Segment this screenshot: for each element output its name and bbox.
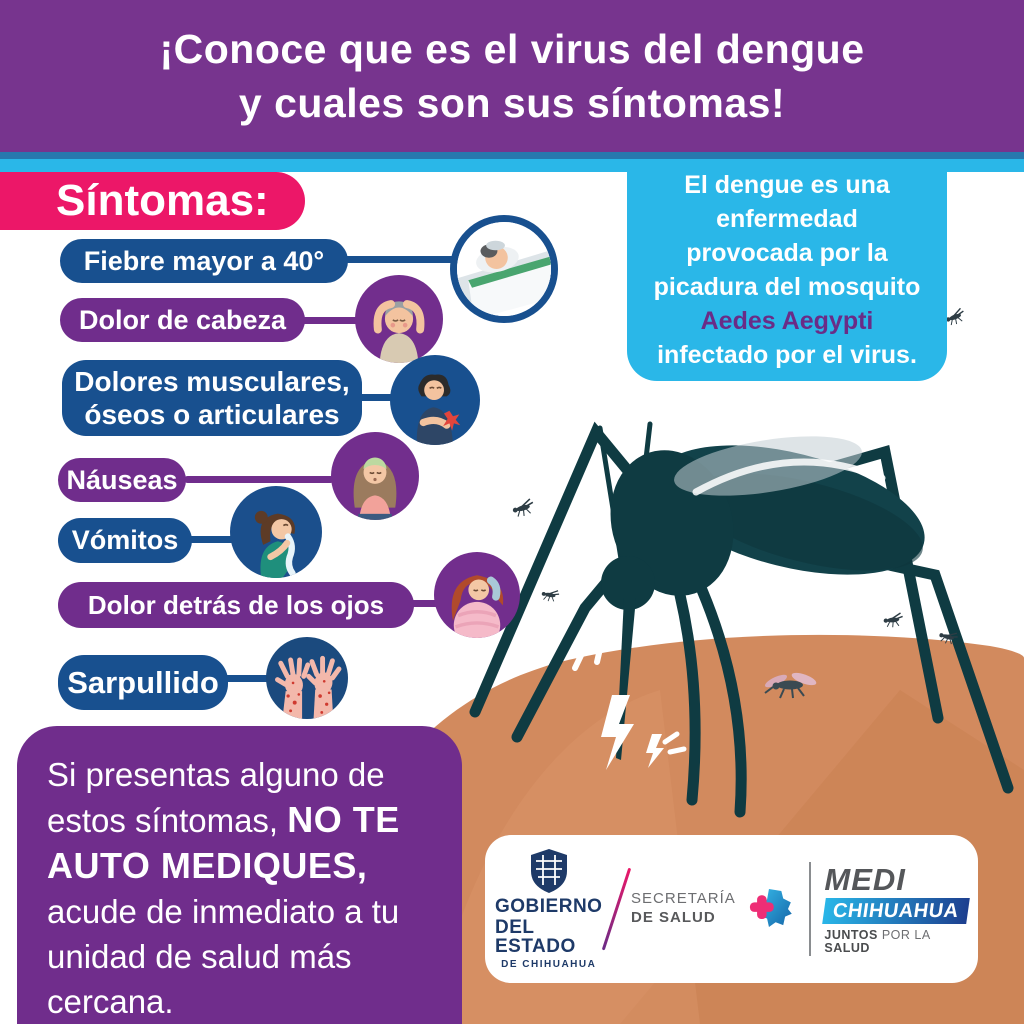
man-holding-head-icon xyxy=(355,275,443,363)
rash-hands-icon xyxy=(266,637,348,719)
warning-line: Si presentas alguno de xyxy=(47,756,385,793)
gobierno-text: GOBIERNO xyxy=(495,896,603,917)
medi-chihuahua-logo: MEDI CHIHUAHUA JUNTOS POR LA SALUD xyxy=(824,864,968,954)
symptom-pill-dolor-cabeza: Dolor de cabeza xyxy=(60,298,305,342)
header-title-line1: ¡Conoce que es el virus del dengue xyxy=(159,26,865,72)
info-line: infectado por el virus. xyxy=(657,341,917,369)
symptom-pill-dolor-ojos: Dolor detrás de los ojos xyxy=(58,582,414,628)
warning-line: acude de inmediato a tu xyxy=(47,893,400,930)
person-in-bed-icon xyxy=(450,215,558,323)
secretaria-de-salud-logo: SECRETARÍA DE SALUD xyxy=(631,890,736,926)
fly-icon xyxy=(511,498,536,518)
warning-line: unidad de salud más xyxy=(47,938,352,975)
medichihuahua-cross-map-icon xyxy=(749,863,797,955)
warning-line: estos síntomas, NO TE xyxy=(47,799,400,840)
state-shield-icon xyxy=(528,848,570,894)
fly-icon xyxy=(883,613,903,628)
fly-icon xyxy=(944,308,967,327)
dengue-info-box xyxy=(627,159,947,381)
gobierno-del-estado-logo xyxy=(495,848,602,970)
symptom-pill-nauseas: Náuseas xyxy=(58,458,186,502)
info-line: picadura del mosquito xyxy=(653,273,921,301)
info-line: enfermedad xyxy=(716,205,858,233)
vertical-divider xyxy=(809,862,811,956)
diagonal-divider xyxy=(602,868,631,951)
info-line: provocada por la xyxy=(686,239,888,267)
girl-eye-pain-icon xyxy=(434,552,520,638)
connector-line xyxy=(300,317,362,324)
vomiting-girl-icon xyxy=(230,486,322,578)
connector-line xyxy=(184,476,334,483)
symptom-pill-fiebre: Fiebre mayor a 40° xyxy=(60,239,348,283)
del-estado-text: DEL ESTADO xyxy=(495,917,576,957)
warning-line: AUTO MEDIQUES, xyxy=(47,845,368,886)
warning-box xyxy=(17,726,462,1024)
symptom-pill-dolores-musculares: Dolores musculares, óseos o articulares xyxy=(62,360,362,436)
connector-line xyxy=(340,256,460,263)
de-chihuahua-text: DE CHIHUAHUA xyxy=(501,959,597,970)
aedes-aegypti-highlight: Aedes Aegypti xyxy=(700,307,874,335)
muscle-pain-icon xyxy=(390,355,480,445)
nauseated-girl-icon xyxy=(331,432,419,520)
header-title-line2: y cuales son sus síntomas! xyxy=(238,80,786,126)
footer-logo-bar xyxy=(485,835,978,983)
warning-line: cercana. xyxy=(47,983,174,1020)
info-line: El dengue es una xyxy=(684,171,890,199)
symptoms-heading: Síntomas: xyxy=(0,172,305,230)
fly-icon xyxy=(541,588,560,603)
symptom-pill-sarpullido: Sarpullido xyxy=(58,655,228,710)
symptom-pill-vomitos: Vómitos xyxy=(58,518,192,563)
